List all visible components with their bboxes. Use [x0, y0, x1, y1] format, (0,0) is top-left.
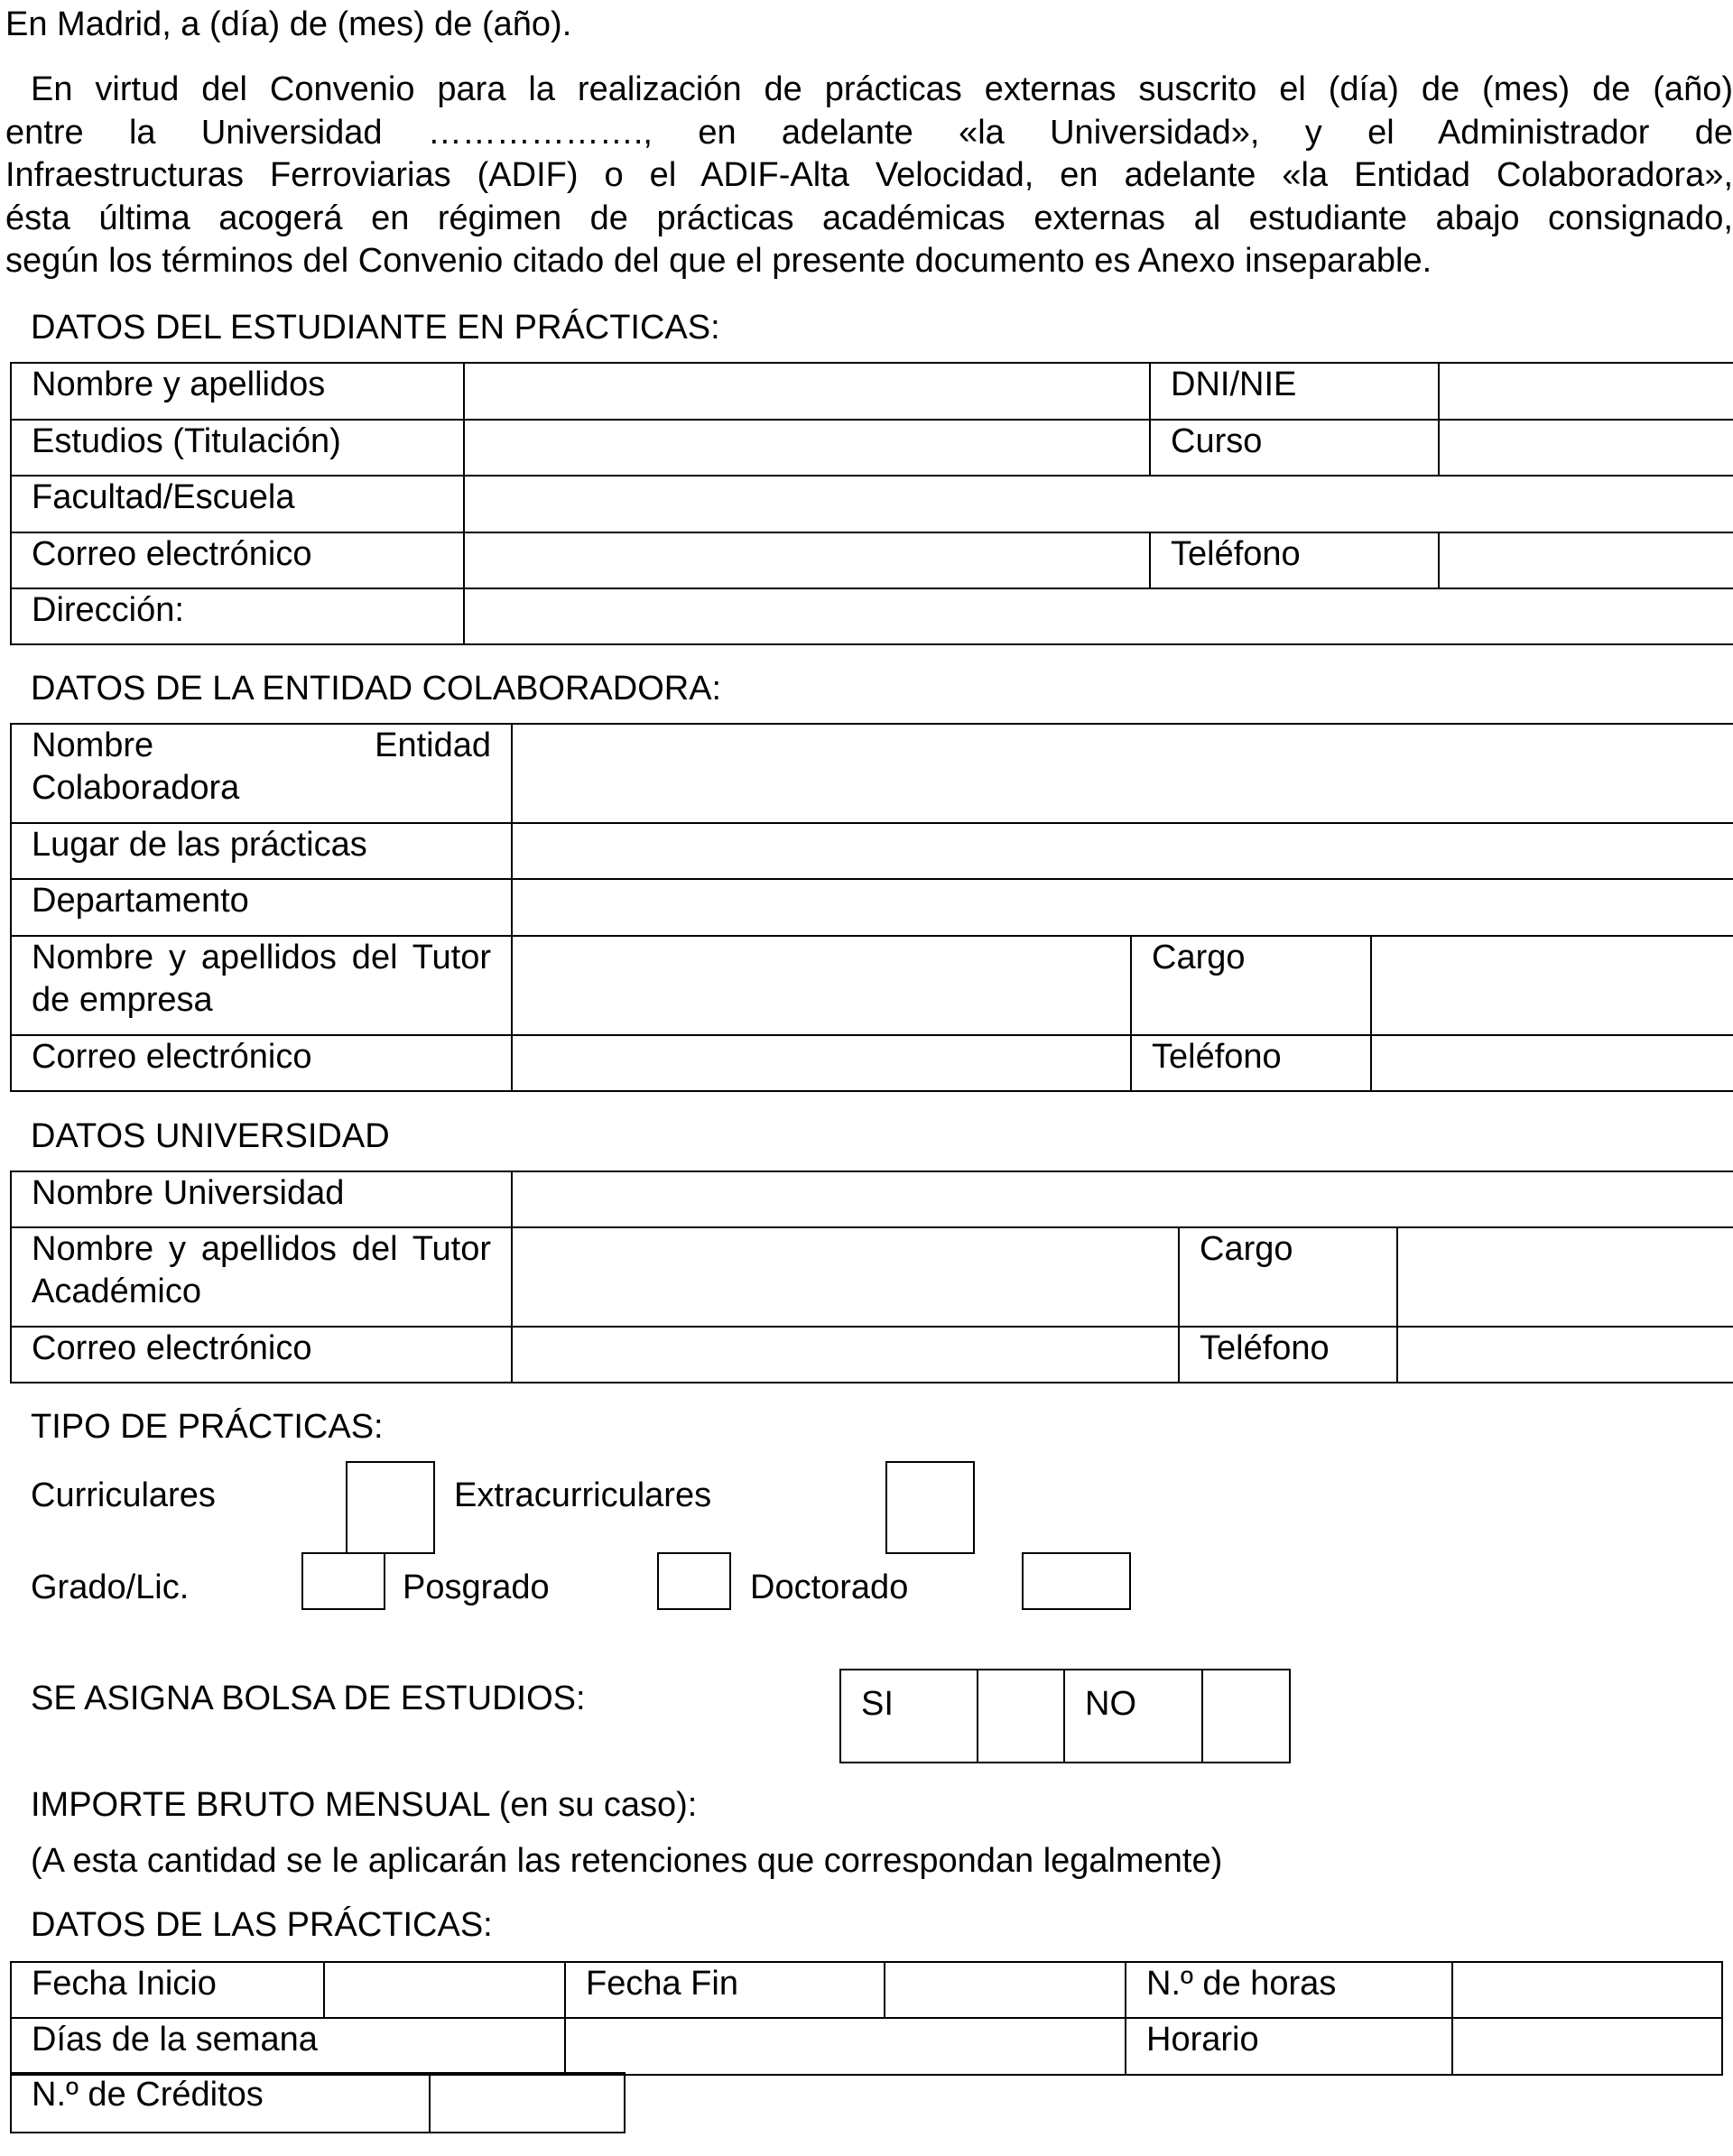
doctorate-label: Doctorado	[750, 1568, 909, 1606]
university-name-field[interactable]	[512, 1171, 1733, 1227]
grant-table	[839, 1669, 1291, 1763]
student-dni-label: DNI/NIE	[1150, 363, 1439, 420]
entity-phone-field[interactable]	[1371, 1035, 1733, 1091]
student-course-field[interactable]	[1439, 420, 1733, 476]
student-table	[10, 362, 1733, 645]
hours-label: N.º de horas	[1126, 1962, 1452, 2018]
student-name-label: Nombre y apellidos	[11, 363, 464, 420]
extracurricular-checkbox[interactable]	[885, 1461, 975, 1554]
intro-line-1: En virtud del Convenio para la realización de prácticas externas suscrito el (día) de (mes) de (año)	[31, 70, 1733, 108]
student-phone-field[interactable]	[1439, 532, 1733, 588]
amount-note: (A esta cantidad se le aplicarán las retenciones que correspondan legalmente)	[31, 1842, 1223, 1880]
university-heading: DATOS UNIVERSIDAD	[31, 1117, 390, 1155]
internship-heading: DATOS DE LAS PRÁCTICAS:	[31, 1906, 493, 1944]
university-name-label: Nombre Universidad	[11, 1171, 512, 1227]
entity-phone-label: Teléfono	[1131, 1035, 1371, 1091]
type-heading: TIPO DE PRÁCTICAS:	[31, 1408, 384, 1446]
university-tutor-label: Nombre y apellidos del Tutor Académico	[11, 1227, 512, 1327]
days-label: Días de la semana	[11, 2018, 565, 2075]
entity-department-field[interactable]	[512, 879, 1733, 936]
degree-checkbox[interactable]	[301, 1552, 385, 1610]
credits-label: N.º de Créditos	[11, 2073, 430, 2133]
start-date-label: Fecha Inicio	[11, 1962, 324, 2018]
grant-yes-checkbox[interactable]	[978, 1670, 1064, 1763]
intro-line-5: según los términos del Convenio citado del que el presente documento es Anexo inseparable.	[5, 242, 1432, 280]
postgrad-checkbox[interactable]	[657, 1552, 731, 1610]
university-position-label: Cargo	[1179, 1227, 1397, 1327]
entity-email-label: Correo electrónico	[11, 1035, 512, 1091]
grant-no-checkbox[interactable]	[1202, 1670, 1290, 1763]
student-faculty-field[interactable]	[464, 476, 1733, 532]
hours-field[interactable]	[1452, 1962, 1722, 2018]
student-email-field[interactable]	[464, 532, 1150, 588]
student-studies-label: Estudios (Titulación)	[11, 420, 464, 476]
days-field[interactable]	[565, 2018, 1126, 2075]
student-heading: DATOS DEL ESTUDIANTE EN PRÁCTICAS:	[31, 309, 720, 347]
degree-label: Grado/Lic.	[31, 1568, 190, 1606]
student-address-field[interactable]	[464, 588, 1733, 644]
entity-department-label: Departamento	[11, 879, 512, 936]
university-email-field[interactable]	[512, 1327, 1179, 1383]
grant-yes-label: SI	[840, 1670, 978, 1763]
intro-line-2: entre la Universidad ………………., en adelante «la Universidad», y el Administrador de	[5, 114, 1733, 152]
student-email-label: Correo electrónico	[11, 532, 464, 588]
entity-table	[10, 723, 1733, 1092]
credits-field[interactable]	[430, 2073, 625, 2133]
student-phone-label: Teléfono	[1150, 532, 1439, 588]
entity-name-label: Nombre Entidad Colaboradora	[11, 724, 512, 823]
entity-email-field[interactable]	[512, 1035, 1131, 1091]
grant-heading: SE ASIGNA BOLSA DE ESTUDIOS:	[31, 1679, 586, 1717]
intro-line-4: ésta última acogerá en régimen de prácticas académicas externas al estudiante abajo consignado,	[5, 199, 1733, 237]
entity-heading: DATOS DE LA ENTIDAD COLABORADORA:	[31, 670, 722, 708]
student-address-label: Dirección:	[11, 588, 464, 644]
student-course-label: Curso	[1150, 420, 1439, 476]
student-name-field[interactable]	[464, 363, 1150, 420]
entity-tutor-label: Nombre y apellidos del Tutor de empresa	[11, 936, 512, 1035]
entity-place-label: Lugar de las prácticas	[11, 823, 512, 879]
university-tutor-field[interactable]	[512, 1227, 1179, 1327]
entity-position-label: Cargo	[1131, 936, 1371, 1035]
postgrad-label: Posgrado	[403, 1568, 550, 1606]
entity-name-field[interactable]	[512, 724, 1733, 823]
end-date-label: Fecha Fin	[565, 1962, 885, 2018]
doctorate-checkbox[interactable]	[1022, 1552, 1131, 1610]
student-faculty-label: Facultad/Escuela	[11, 476, 464, 532]
grant-no-label: NO	[1064, 1670, 1202, 1763]
internship-table	[10, 1961, 1723, 2076]
schedule-label: Horario	[1126, 2018, 1452, 2075]
intro-line-3: Infraestructuras Ferroviarias (ADIF) o el ADIF-Alta Velocidad, en adelante «la Entidad Colaboradora»,	[5, 156, 1733, 194]
entity-place-field[interactable]	[512, 823, 1733, 879]
university-table	[10, 1171, 1733, 1383]
extracurricular-label: Extracurriculares	[454, 1476, 712, 1514]
curricular-checkbox[interactable]	[346, 1461, 435, 1554]
start-date-field[interactable]	[324, 1962, 565, 2018]
end-date-field[interactable]	[885, 1962, 1126, 2018]
credits-table	[10, 2072, 626, 2133]
schedule-field[interactable]	[1452, 2018, 1722, 2075]
curricular-label: Curriculares	[31, 1476, 216, 1514]
entity-position-field[interactable]	[1371, 936, 1733, 1035]
university-phone-label: Teléfono	[1179, 1327, 1397, 1383]
university-phone-field[interactable]	[1397, 1327, 1733, 1383]
university-email-label: Correo electrónico	[11, 1327, 512, 1383]
student-dni-field[interactable]	[1439, 363, 1733, 420]
student-studies-field[interactable]	[464, 420, 1150, 476]
university-position-field[interactable]	[1397, 1227, 1733, 1327]
amount-heading: IMPORTE BRUTO MENSUAL (en su caso):	[31, 1786, 698, 1824]
entity-tutor-field[interactable]	[512, 936, 1131, 1035]
date-line: En Madrid, a (día) de (mes) de (año).	[5, 5, 572, 43]
